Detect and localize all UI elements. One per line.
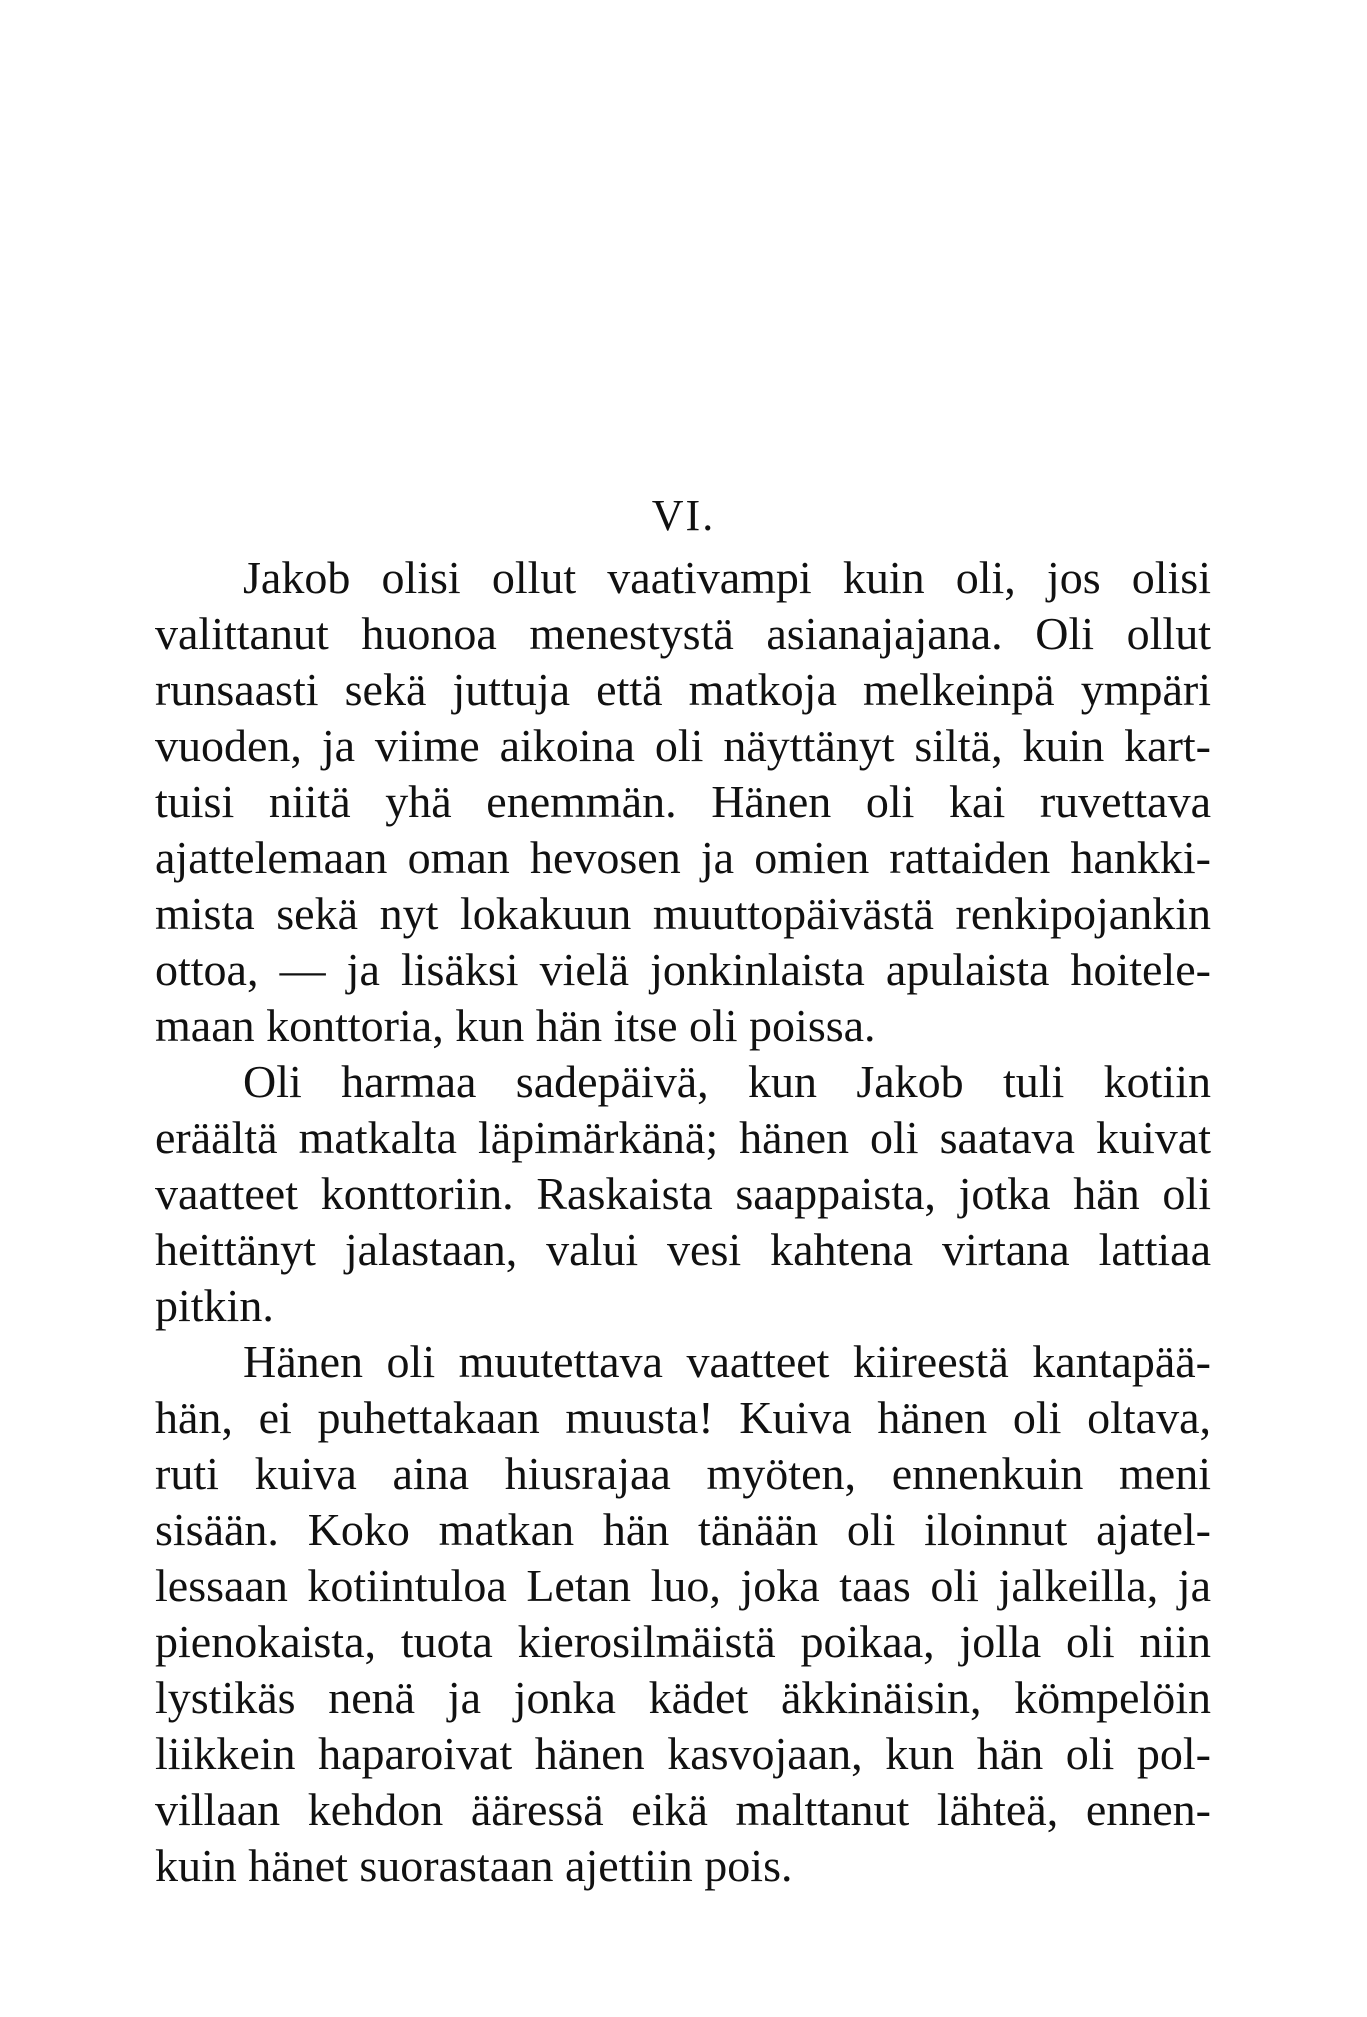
text-line: lystikäs nenä ja jonka kädet äkkinäisin, kömpelöin xyxy=(155,1672,1211,1723)
text-line: liikkein haparoivat hänen kasvojaan, kun hän oli pol- xyxy=(155,1728,1211,1779)
text-line: valittanut huonoa menestystä asianajajana. Oli ollut xyxy=(155,608,1211,659)
text-line: Oli harmaa sadepäivä, kun Jakob tuli kotiin xyxy=(243,1056,1211,1107)
text-line: villaan kehdon ääressä eikä malttanut lähteä, ennen- xyxy=(155,1784,1211,1835)
chapter-heading: VI. xyxy=(651,491,716,540)
text-line: heittänyt jalastaan, valui vesi kahtena virtana lattiaa xyxy=(155,1224,1211,1275)
text-line: eräältä matkalta läpimärkänä; hänen oli saatava kuivat xyxy=(155,1112,1211,1163)
text-line: vaatteet konttoriin. Raskaista saappaista, jotka hän oli xyxy=(155,1168,1211,1219)
text-line: pienokaista, tuota kierosilmäistä poikaa, jolla oli niin xyxy=(155,1616,1211,1667)
text-line: ruti kuiva aina hiusrajaa myöten, ennenkuin meni xyxy=(155,1448,1211,1499)
text-line: vuoden, ja viime aikoina oli näyttänyt siltä, kuin kart- xyxy=(155,720,1211,771)
text-line: ottoa, — ja lisäksi vielä jonkinlaista apulaista hoitele- xyxy=(155,944,1211,995)
text-line: ajattelemaan oman hevosen ja omien rattaiden hankki- xyxy=(155,832,1211,883)
text-line: sisään. Koko matkan hän tänään oli iloinnut ajatel- xyxy=(155,1504,1211,1555)
text-line: lessaan kotiintuloa Letan luo, joka taas oli jalkeilla, ja xyxy=(155,1560,1211,1611)
text-line: pitkin. xyxy=(155,1280,274,1331)
text-line: maan konttoria, kun hän itse oli poissa. xyxy=(155,1000,876,1051)
text-line: Hänen oli muutettava vaatteet kiireestä kantapää- xyxy=(243,1336,1211,1387)
text-line: runsaasti sekä juttuja että matkoja melkeinpä ympäri xyxy=(155,664,1211,715)
text-line: Jakob olisi ollut vaativampi kuin oli, jos olisi xyxy=(243,552,1211,603)
text-line: kuin hänet suorastaan ajettiin pois. xyxy=(155,1840,793,1891)
text-line: tuisi niitä yhä enemmän. Hänen oli kai ruvettava xyxy=(155,776,1211,827)
text-line: mista sekä nyt lokakuun muuttopäivästä renkipojankin xyxy=(155,888,1211,939)
text-line: hän, ei puhettakaan muusta! Kuiva hänen oli oltava, xyxy=(155,1392,1211,1443)
